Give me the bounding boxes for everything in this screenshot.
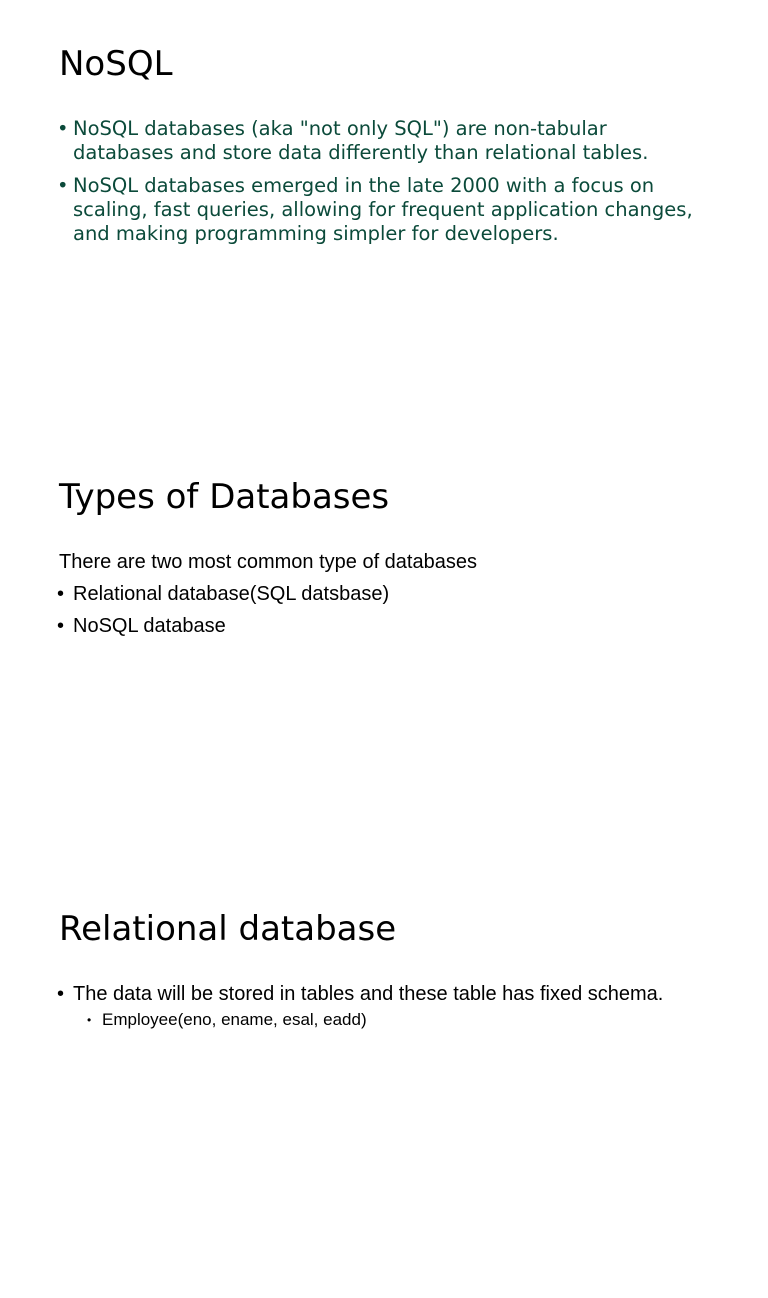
slide-title: Types of Databases	[59, 477, 390, 517]
bullet-item: • NoSQL database	[57, 613, 389, 639]
sub-bullet-item: • Employee(eno, ename, esal, eadd)	[87, 1009, 663, 1031]
bullet-list	[57, 117, 707, 254]
slide-title: NoSQL	[59, 44, 173, 84]
slide-types-of-databases	[0, 433, 768, 865]
bullet-item: • NoSQL databases (aka "not only SQL") are non-tabular databases and store data differently than relational tables.	[57, 117, 707, 166]
slide-relational-database	[0, 866, 768, 1298]
bullet-list	[57, 581, 389, 645]
slide-title: Relational database	[59, 909, 397, 949]
sub-bullet-list	[87, 1009, 663, 1031]
intro-text: There are two most common type of databases	[59, 551, 477, 573]
bullet-item: • Relational database(SQL datsbase)	[57, 581, 389, 607]
slide-nosql	[0, 0, 768, 432]
bullet-text: The data will be stored in tables and these table has fixed schema.	[73, 983, 664, 1005]
bullet-item: • NoSQL databases emerged in the late 2000 with a focus on scaling, fast queries, allowing for frequent application changes, and making programming simpler for developers.	[57, 174, 707, 247]
